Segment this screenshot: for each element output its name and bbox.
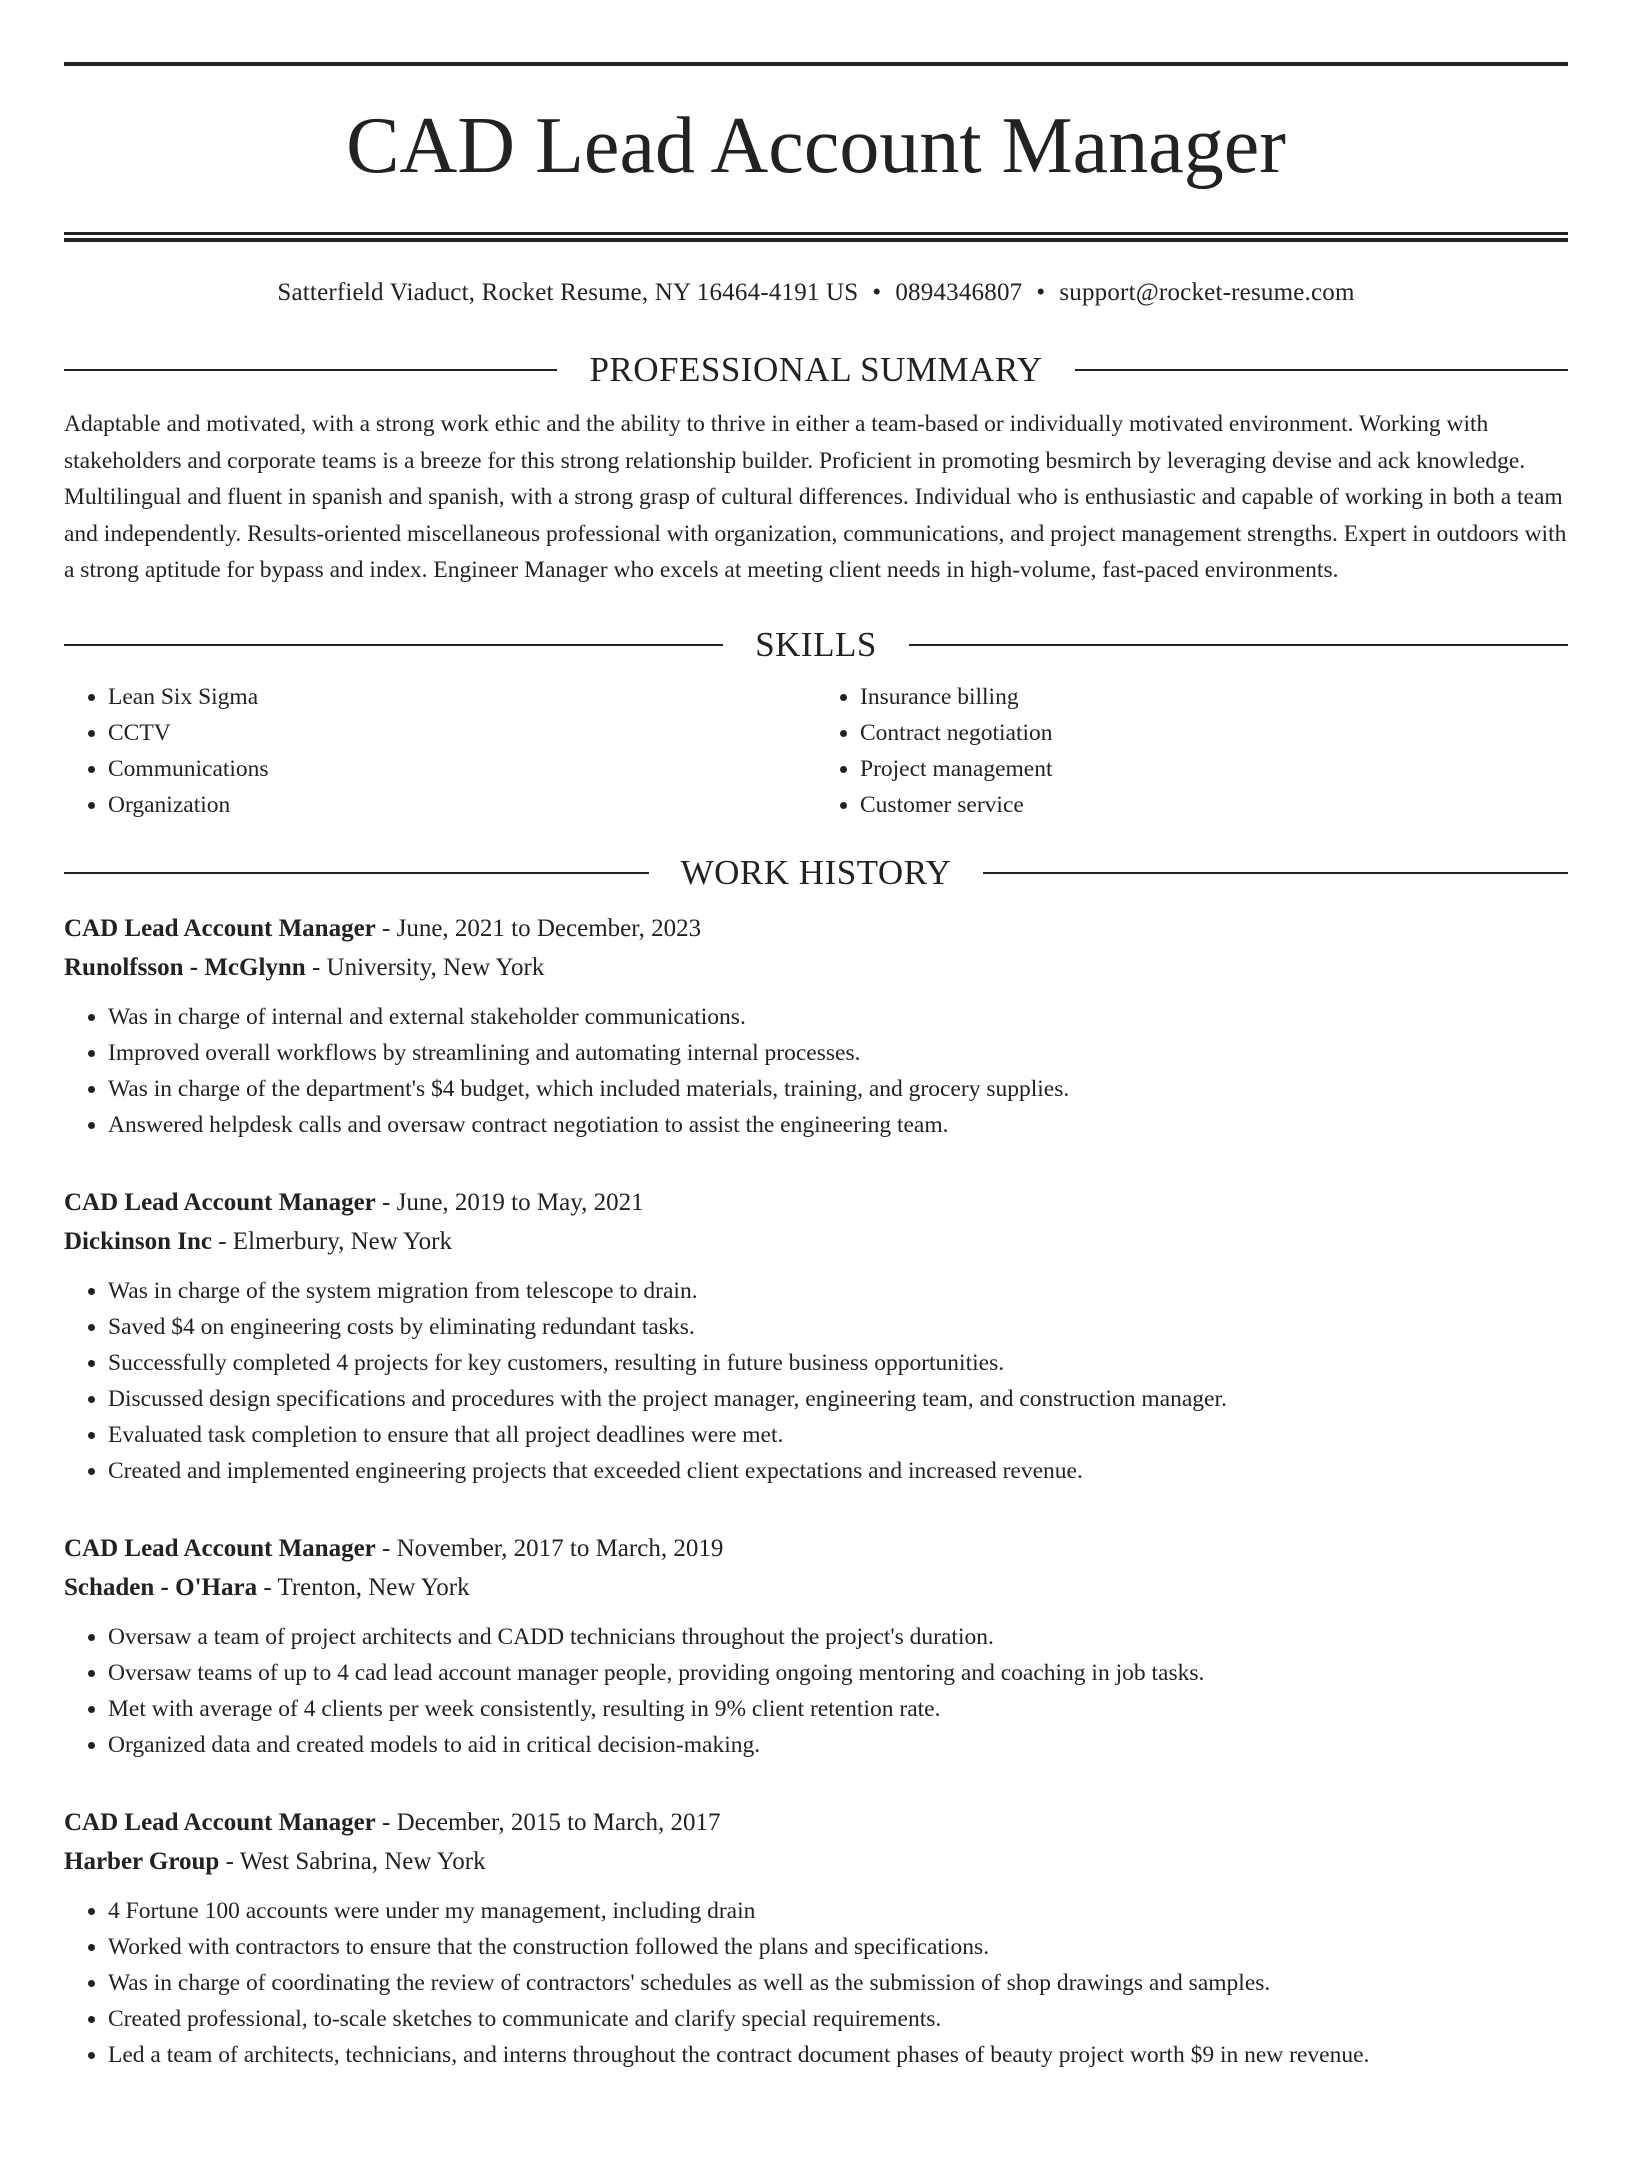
job-role-line [64, 1803, 1568, 1842]
job-company-line [64, 1568, 1568, 1607]
job-entry [64, 1183, 1568, 1489]
heading-rule-left [64, 369, 557, 371]
heading-rule-right [983, 872, 1568, 874]
job-company: Harber Group [64, 1847, 220, 1875]
contact-address: Satterfield Viaduct, Rocket Resume, NY 16464-4191 US [277, 279, 859, 306]
skills-list [64, 679, 1568, 823]
skill-item: • Insurance billing [860, 679, 1568, 715]
job-bullet: • Was in charge of coordinating the review of contractors' schedules as well as the submission of shop drawings and samples. [108, 1965, 1568, 2001]
job-dates: - June, 2021 to December, 2023 [375, 914, 702, 942]
contact-line [64, 276, 1568, 310]
job-location: - Elmerbury, New York [211, 1227, 452, 1255]
job-company: Runolfsson - McGlynn [64, 953, 306, 981]
job-bullet: • Improved overall workflows by streamlining and automating internal processes. [108, 1035, 1568, 1071]
skill-item: • Lean Six Sigma [108, 679, 816, 715]
job-company-line [64, 948, 1568, 987]
job-location: - West Sabrina, New York [219, 1847, 486, 1875]
job-bullet: • 4 Fortune 100 accounts were under my management, including drain [108, 1893, 1568, 1929]
job-entry [64, 1803, 1568, 2073]
job-bullet: • Was in charge of internal and external stakeholder communications. [108, 999, 1568, 1035]
job-bullet: • Oversaw a team of project architects and CADD technicians throughout the project's duration. [108, 1619, 1568, 1655]
top-rule [64, 62, 1568, 66]
job-dates: - June, 2019 to May, 2021 [375, 1188, 644, 1216]
contact-phone: 0894346807 [895, 279, 1023, 306]
job-bullets [64, 1619, 1568, 1763]
job-location: - Trenton, New York [257, 1573, 470, 1601]
heading-rule-right [1075, 369, 1568, 371]
heading-rule-left [64, 644, 723, 646]
skill-item: • Contract negotiation [860, 715, 1568, 751]
job-bullet: • Oversaw teams of up to 4 cad lead account manager people, providing ongoing mentoring and coaching in job tasks. [108, 1655, 1568, 1691]
skills-column-left [64, 679, 816, 823]
skills-heading [64, 623, 1568, 667]
job-dates: - November, 2017 to March, 2019 [375, 1534, 724, 1562]
job-bullet: • Was in charge of the system migration from telescope to drain. [108, 1273, 1568, 1309]
job-company: Dickinson Inc [64, 1227, 212, 1255]
job-bullets [64, 999, 1568, 1143]
job-role: CAD Lead Account Manager [64, 1808, 376, 1836]
job-bullet: • Saved $4 on engineering costs by eliminating redundant tasks. [108, 1309, 1568, 1345]
job-company-line [64, 1222, 1568, 1261]
heading-rule-right [909, 644, 1568, 646]
summary-title: PROFESSIONAL SUMMARY [589, 350, 1043, 389]
job-company: Schaden - O'Hara [64, 1573, 258, 1601]
job-role-line [64, 1183, 1568, 1222]
double-rule [64, 232, 1568, 242]
job-bullet: • Created professional, to-scale sketches to communicate and clarify special requirements. [108, 2001, 1568, 2037]
job-bullet: • Was in charge of the department's $4 budget, which included materials, training, and grocery supplies. [108, 1071, 1568, 1107]
work-heading [64, 851, 1568, 895]
job-bullet: • Worked with contractors to ensure that the construction followed the plans and specifications. [108, 1929, 1568, 1965]
work-title: WORK HISTORY [680, 852, 952, 892]
job-bullet: • Created and implemented engineering projects that exceeded client expectations and increased revenue. [108, 1453, 1568, 1489]
job-bullet: • Answered helpdesk calls and oversaw contract negotiation to assist the engineering team. [108, 1107, 1568, 1143]
job-bullets [64, 1893, 1568, 2073]
candidate-name: CAD Lead Account Manager [346, 102, 1286, 190]
heading-rule-left [64, 872, 649, 874]
skills-title: SKILLS [755, 624, 877, 664]
job-entry [64, 909, 1568, 1143]
job-bullet: • Organized data and created models to aid in critical decision-making. [108, 1727, 1568, 1763]
job-location: - University, New York [305, 953, 545, 981]
job-entry [64, 1529, 1568, 1763]
skill-item: • CCTV [108, 715, 816, 751]
job-bullet: • Discussed design specifications and procedures with the project manager, engineering team, and construction manager. [108, 1381, 1568, 1417]
job-bullets [64, 1273, 1568, 1489]
job-bullet: • Successfully completed 4 projects for key customers, resulting in future business opportunities. [108, 1345, 1568, 1381]
contact-email: support@rocket-resume.com [1059, 279, 1355, 306]
skills-column-right [816, 679, 1568, 823]
skill-item: • Communications [108, 751, 816, 787]
skill-item: • Organization [108, 787, 816, 823]
resume-page [0, 62, 1632, 2174]
job-bullet: • Met with average of 4 clients per week consistently, resulting in 9% client retention rate. [108, 1691, 1568, 1727]
job-role: CAD Lead Account Manager [64, 1534, 376, 1562]
contact-separator: • [1036, 279, 1046, 306]
job-role-line [64, 909, 1568, 948]
skill-item: • Customer service [860, 787, 1568, 823]
job-bullet: • Evaluated task completion to ensure that all project deadlines were met. [108, 1417, 1568, 1453]
job-role-line [64, 1529, 1568, 1568]
job-company-line [64, 1842, 1568, 1881]
summary-text: Adaptable and motivated, with a strong work ethic and the ability to thrive in either a team-based or individually motivated environment. Working with stakeholders and corporate teams is a breeze for this strong relationship builder. Proficient in promoting besmirch by leveraging devise and ack knowledge. Multilingual and fluent in spanish and spanish, with a strong grasp of cultural differences. Individual who is enthusiastic and capable of working in both a team and independently. Results-oriented miscellaneous professional with organization, communications, and project management strengths. Expert in outdoors with a strong aptitude for bypass and index. Engineer Manager who excels at meeting client needs in high-volume, fast-paced environments. [64, 411, 1567, 583]
job-bullet: • Led a team of architects, technicians, and interns throughout the contract document phases of beauty project worth $9 in new revenue. [108, 2037, 1568, 2073]
contact-separator: • [872, 279, 882, 306]
job-role: CAD Lead Account Manager [64, 914, 376, 942]
skill-item: • Project management [860, 751, 1568, 787]
job-dates: - December, 2015 to March, 2017 [375, 1808, 721, 1836]
job-role: CAD Lead Account Manager [64, 1188, 376, 1216]
summary-heading [64, 348, 1568, 392]
